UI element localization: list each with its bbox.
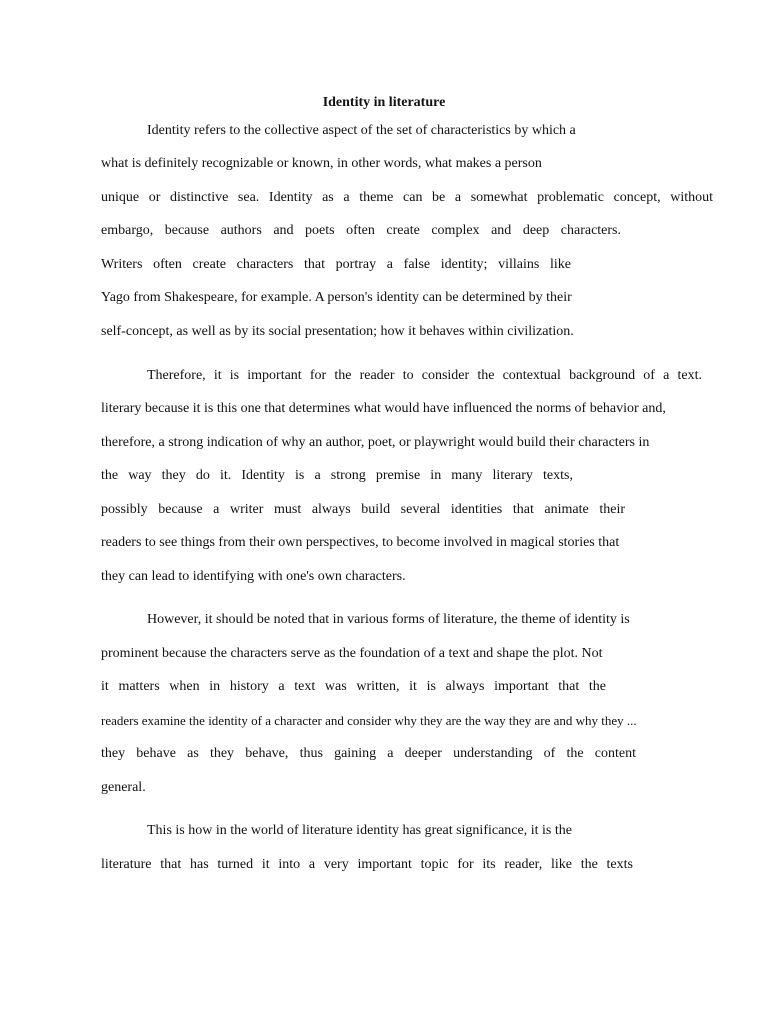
document-title: Identity in literature	[322, 95, 446, 110]
paragraph-1-line-6: Yago from Shakespeare, for example. A person's identity can be determined by their	[101, 290, 572, 305]
paragraph-3-line-2: prominent because the characters serve as the foundation of a text and shape the plot. Not	[101, 646, 603, 661]
paragraph-3-line-3: it matters when in history a text was written, it is always important that the	[101, 679, 606, 694]
paragraph-1-line-7: self-concept, as well as by its social presentation; how it behaves within civilization.	[101, 324, 574, 339]
paragraph-1-line-5: Writers often create characters that portray a false identity; villains like	[101, 257, 571, 272]
paragraph-3-line-1: However, it should be noted that in various forms of literature, the theme of identity is	[147, 612, 630, 627]
paragraph-1-line-3: unique or distinctive sea. Identity as a theme can be a somewhat problematic concept, without	[101, 190, 713, 205]
paragraph-1-line-2: what is definitely recognizable or known, in other words, what makes a person	[101, 156, 542, 171]
paragraph-3-line-6: general.	[101, 780, 146, 795]
paragraph-1-line-1: Identity refers to the collective aspect of the set of characteristics by which a	[147, 123, 576, 138]
paragraph-1-line-4: embargo, because authors and poets often create complex and deep characters.	[101, 223, 621, 238]
paragraph-2-line-6: readers to see things from their own perspectives, to become involved in magical stories that	[101, 535, 620, 550]
paragraph-3-line-4: readers examine the identity of a character and consider why they are the way they are and why they ...	[101, 713, 637, 728]
paragraph-3-line-5: they behave as they behave, thus gaining a deeper understanding of the content	[101, 746, 636, 761]
paragraph-4-line-1: This is how in the world of literature identity has great significance, it is the	[147, 823, 572, 838]
paragraph-2-line-2: literary because it is this one that determines what would have influenced the norms of behavior and,	[101, 401, 666, 416]
paragraph-2-line-1: Therefore, it is important for the reader to consider the contextual background of a text.	[147, 368, 702, 383]
paragraph-2-line-5: possibly because a writer must always build several identities that animate their	[101, 502, 625, 517]
paragraph-4-line-2: literature that has turned it into a very important topic for its reader, like the texts	[101, 857, 633, 872]
paragraph-2-line-4: the way they do it. Identity is a strong premise in many literary texts,	[101, 468, 573, 483]
paragraph-2-line-3: therefore, a strong indication of why an author, poet, or playwright would build their characters in	[101, 435, 650, 450]
paragraph-2-line-7: they can lead to identifying with one's own characters.	[101, 569, 406, 584]
